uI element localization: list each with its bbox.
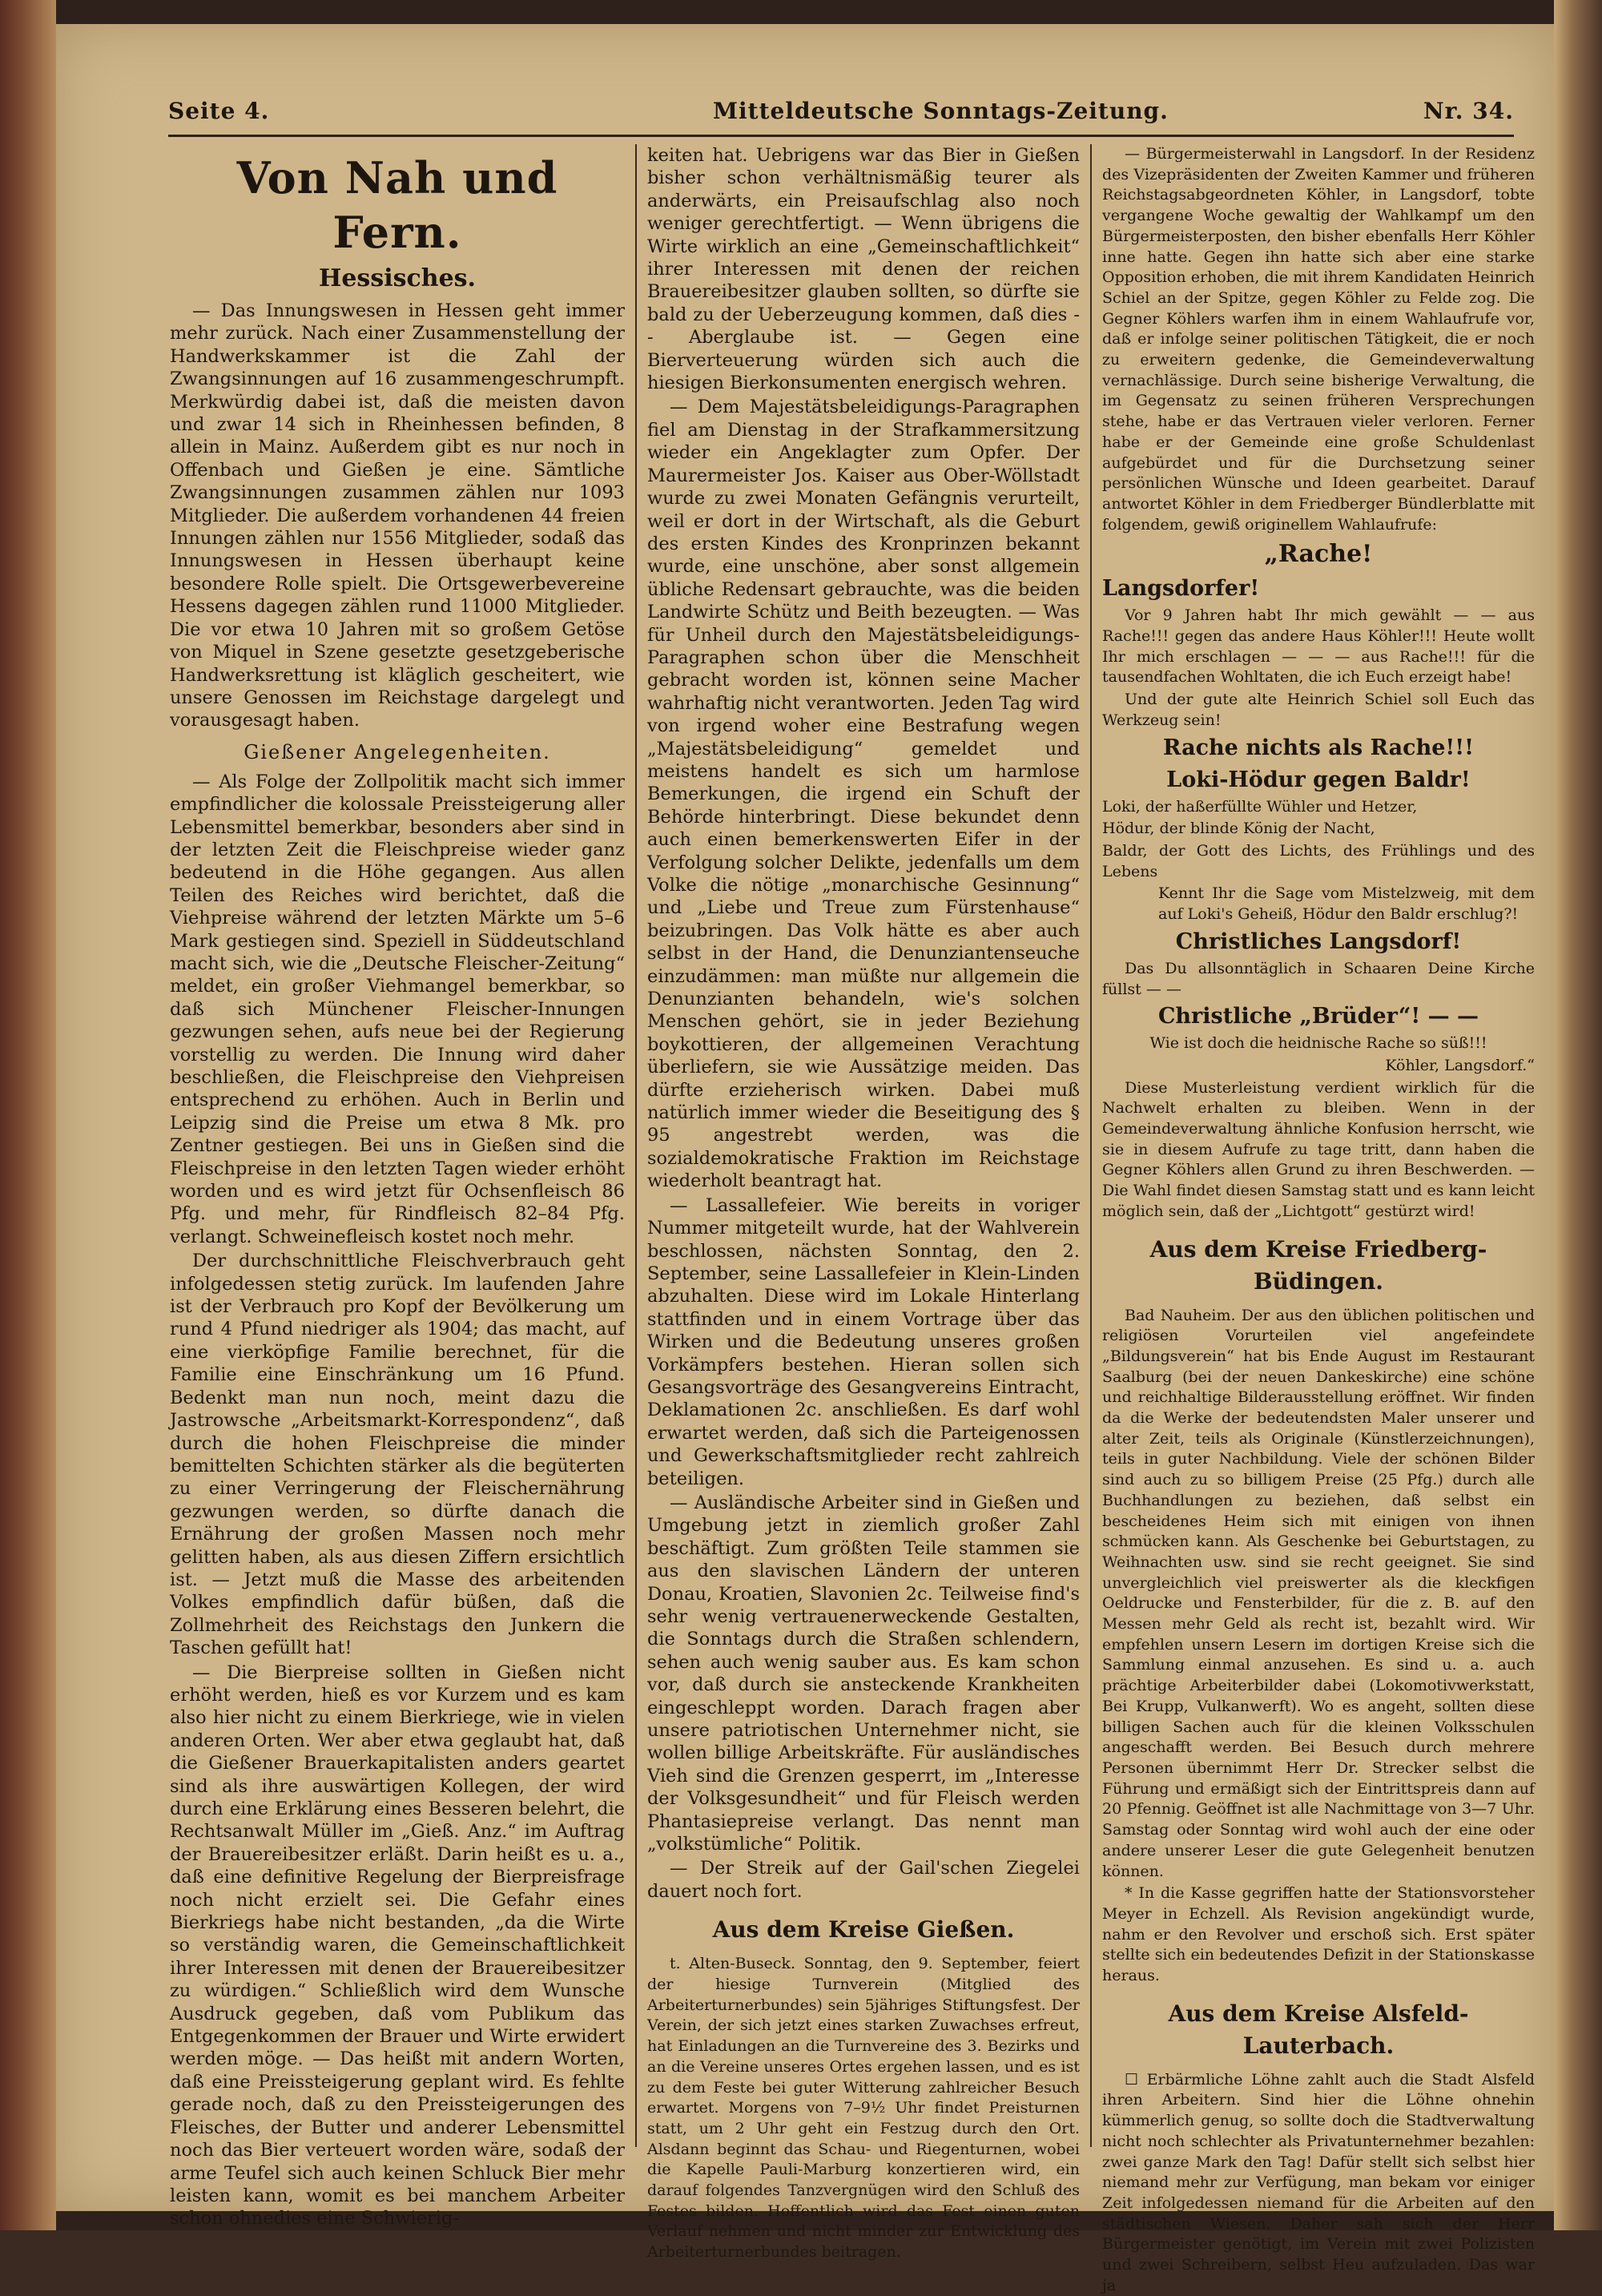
book-binding-left bbox=[0, 0, 56, 2230]
column-divider bbox=[1090, 144, 1092, 2147]
article-paragraph: — Lassallefeier. Wie bereits in voriger Nummer mitgeteilt wurde, hat der Wahlverein beschlossen, nächsten Sonntag, den 2. September, seine Lassallefeier in Klein-Linden abzuhalten. Diese wird im Lokale Hinterlang stattfinden und in einem Vortrage über das Wirken und die Bedeutung unseres großen Vorkämpfers bestehen. Hieran sollen sich Gesangsvorträge des Gesangvereins Eintracht, Deklamationen 2c. anschließen. Es darf wohl erwartet werden, daß sich die Parteigenossen und Gewerkschaftsmitglieder recht zahlreich beteiligen. bbox=[647, 1194, 1080, 1489]
page-header bbox=[168, 98, 1514, 138]
article-paragraph: Diese Musterleistung verdient wirklich für die Nachwelt erhalten zu bleiben. Wenn in der Gemeindeverwaltung ähnliche Konfusion herrscht, wie sie in diesem Aufrufe zu tage tritt, dann haben die Gegner Köhlers allen Grund zu ihren Beschwerden. — Die Wahl findet diesen Samstag statt und es kann leicht möglich sein, daß der „Lichtgott“ gestürzt wird! bbox=[1102, 1078, 1535, 1220]
article-paragraph: Der durchschnittliche Fleischverbrauch geht infolgedessen stetig zurück. Im laufenden Jahre ist der Verbrauch pro Kopf der Bevölkerung um rund 4 Pfund niedriger als 1904; das macht, auf eine vierköpfige Familie berechnet, für die Familie eine Einschränkung um 16 Pfund. Bedenkt man nun noch, meint dazu die Jastrowsche „Arbeitsmarkt-Korrespondenz“, daß durch die hohen Fleischpreise die minder bemittelten Schichten stärker als die begüterten zu einer Verringerung der Fleischernährung gezwungen werden, so dürfte danach die Ernährung der großen Massen noch mehr gelitten haben, als aus diesen Ziffern ersichtlich ist. — Jetzt muß die Masse des arbeitenden Volkes empfindlich dafür büßen, daß die Zollmehrheit des Reichstags den Junkern die Taschen gefüllt hat! bbox=[170, 1251, 625, 1659]
section-heading: Gießener Angelegenheiten. bbox=[244, 740, 551, 763]
article-paragraph: — Der Streik auf der Gail'schen Ziegelei dauert noch fort. bbox=[647, 1858, 1080, 1902]
column-divider bbox=[635, 144, 637, 2147]
election-call-signature: Köhler, Langsdorf.“ bbox=[1385, 1056, 1535, 1074]
issue-number: Nr. 34. bbox=[1423, 98, 1514, 124]
election-call-text: Vor 9 Jahren habt Ihr mich gewählt — — aus Rache!!! gegen das andere Haus Köhler!!! Heute wollt Ihr mich erschlagen — — — aus Rache!!! für die tausendfachen Wohltaten, die ich Euch erzeigt habe! bbox=[1102, 606, 1535, 687]
article-paragraph: ☐ Erbärmliche Löhne zahlt auch die Stadt Alsfeld ihren Arbeitern. Sind hier die Löhne ohnehin kümmerlich genug, so sollte doch die Stadtverwaltung nicht noch schlechter als Privatunternehmer bezahlen: zwei ganze Mark den Tag! Dafür stellt sich selbst hier niemand mehr zur Verfügung, man bekam vor einiger Zeit infolgedessen niemand für die Arbeiten auf den städtischen Wiesen. Daher sah sich der Herr Bürgermeister genötigt, im Verein mit zwei Polizisten und zwei Schreibern, selbst Heu aufzuladen. Das war ja bbox=[1102, 2070, 1535, 2294]
article-paragraph: t. Alten-Buseck. Sonntag, den 9. September, feiert der hiesige Turnverein (Mitglied des Arbeiterturnerbundes) sein 5jähriges Stiftungsfest. Der Verein, der sich jetzt eines starken Zuwachses erfreut, hat Einladungen an die Turnvereine des 3. Bezirks und an die Vereine unseres Ortes ergehen lassen, und es ist zu dem Feste bei guter Witterung zahlreicher Besuch erwartet. Morgens von 7–9½ Uhr findet Preisturnen statt, um 2 Uhr geht ein Festzug durch den Ort. Alsdann beginnt das Schau- und Riegenturnen, wobei die Kapelle Pauli-Marburg konzertieren wird, ein darauf folgendes Tanzvergnügen wird den Schluß des Festes bilden. Hoffentlich wird das Fest einen guten Verlauf nehmen und nicht minder zur Entwicklung des Arbeiterturnerbundes beitragen. bbox=[647, 1955, 1080, 2262]
election-call-heading: „Rache! bbox=[1264, 540, 1373, 569]
page-title: Von Nah und Fern. bbox=[236, 152, 558, 258]
section-heading: Aus dem Kreise Gießen. bbox=[712, 1916, 1015, 1944]
column-1 bbox=[170, 144, 625, 2230]
election-call-slogan: Christliche „Brüder“! — — bbox=[1157, 1004, 1479, 1029]
article-paragraph: — Ausländische Arbeiter sind in Gießen und Umgebung jetzt in ziemlich großer Zahl beschäftigt. Zum größten Teile stammen sie aus den slavischen Ländern der unteren Donau, Kroatien, Slavonien 2c. Teilweise find's sehr wenig vertrauenerweckende Gestalten, die Sonntags durch die Straßen schlendern, sehen auch wenig sauber aus. Es kam schon vor, daß durch sie ansteckende Krankheiten eingeschleppt worden. Darach fragen aber unsere patriotischen Unternehmer nicht, sie wollen billige Arbeitskräfte. Für ausländisches Vieh sind die Grenzen gesperrt, im „Interesse der Volksgesundheit“ und für Fleisch werden Phantasiepreise verlangt. Das nennt man „volkstümliche“ Politik. bbox=[647, 1492, 1080, 1855]
column-3 bbox=[1102, 144, 1535, 2294]
column-2 bbox=[647, 144, 1080, 2262]
book-binding-right bbox=[1554, 0, 1602, 2230]
election-call-text: Baldr, der Gott des Lichts, des Frühlings und des Lebens bbox=[1102, 841, 1535, 880]
election-call-text: Hödur, der blinde König der Nacht, bbox=[1102, 820, 1375, 838]
article-paragraph: — Bürgermeisterwahl in Langsdorf. In der Residenz des Vizepräsidenten der Zweiten Kammer und früheren Reichstagsabgeordneten Köhler, in Langsdorf, tobte vergangene Woche gewaltig der Wahlkampf um den Bürgermeisterposten, den bisher ebenfalls Herr Köhler inne hatte. Gegen ihn hatte sich aber eine starke Opposition erhoben, die mit ihrem Kandidaten Heinrich Schiel an der Spitze, gegen Köhler zu Felde zog. Die Gegner Köhlers warfen ihm in einem Wahlaufrufe vor, daß er infolge seiner politischen Tätigkeit, die er noch zu erweitern gedenke, die Gemeindeverwaltung vernachlässige. Durch seine bisherige Verwaltung, die im Gegensatz zu seinen früheren Versprechungen stehe, habe er das Vertrauen vieler verloren. Ferner habe er der Gemeinde eine große Schuldenlast aufgebürdet und für die Durchsetzung seiner persönlichen Wünsche und Ideen gearbeitet. Darauf antwortet Köhler in dem Friedberger Bündlerblatte mit folgendem, gewiß originellem Wahlaufrufe: bbox=[1102, 145, 1535, 534]
article-paragraph: — Dem Majestätsbeleidigungs-Paragraphen fiel am Dienstag in der Strafkammersitzung wieder ein Angeklagter zum Opfer. Der Maurermeister Jos. Kaiser aus Ober-Wöllstadt wurde zu zwei Monaten Gefängnis verurteilt, weil er dort in der Wirtschaft, als die Geburt des ersten Kindes des Kronprinzen bekannt wurde, eine unschöne, aber sonst allgemein übliche Redensart gebrauchte, was die beiden Landwirte Schütz und Beith bezeugten. — Was für Unheil durch den Majestätsbeleidigungs-Paragraphen schon über die Menschheit gebracht worden ist, können seine Macher wahrhaftig nicht verantworten. Jeden Tag wird von irgend woher eine Bestrafung wegen „Majestätsbeleidigung“ gemeldet und meistens handelt es sich um harmlose Bemerkungen, die irgend ein Schuft der Behörde hinterbringt. Diese bekundet denn auch einen bemerkenswerten Eifer in der Verfolgung solcher Delikte, jedenfalls um dem Volke die nötige „monarchische Gesinnung“ und „Liebe und Treue zum Fürstenhause“ beizubringen. Das Volk hätte es aber auch selbst in der Hand, die Denunziantenseuche einzudämmen: man müßte nur allgemein die Denunzianten behandeln, wie's solchen Menschen gehört, sie in jeder Beziehung boykottieren, der allgemeinen Verachtung überliefern, sie wie Aussätzige meiden. Das dürfte erzieherisch wirken. Dabei muß natürlich immer wieder die Beseitigung des § 95 angestrebt werden, was die sozialdemokratische Fraktion im Reichstage wiederholt beantragt hat. bbox=[647, 397, 1080, 1192]
article-paragraph: keiten hat. Uebrigens war das Bier in Gießen bisher schon verhältnismäßig teurer als anderwärts, ein Preisaufschlag also noch weniger gerechtfertigt. — Wenn übrigens die Wirte wirklich an eine „Gemeinschaftlichkeit“ ihrer Interessen mit denen der reichen Brauereibesitzer glauben sollten, so dürfte sie bald zu der Ueberzeugung kommen, daß dies -- Aberglaube ist. — Gegen eine Bierverteuerung würden sich auch die hiesigen Bierkonsumenten energisch wehren. bbox=[647, 145, 1080, 394]
article-paragraph: * In die Kasse gegriffen hatte der Stationsvorsteher Meyer in Echzell. Als Revision angekündigt wurde, nahm er den Revolver und erschoß sich. Erst später stellte sich ein bedeutendes Defizit in der Stationskasse heraus. bbox=[1102, 1884, 1535, 1985]
page-number: Seite 4. bbox=[168, 98, 270, 124]
election-call-slogan: Christliches Langsdorf! bbox=[1175, 928, 1462, 954]
article-paragraph: — Die Bierpreise sollten in Gießen nicht erhöht werden, hieß es vor Kurzem und es kam also hier nicht zu einem Bierkriege, wie in vielen anderen Orten. Wer aber etwa geglaubt hat, daß die Gießener Brauerkapitalisten anders geartet sind als ihre auswärtigen Kollegen, der wird durch eine Erklärung eines Besseren belehrt, die Rechtsanwalt Müller im „Gieß. Anz.“ im Auftrag der Brauereibesitzer erläßt. Darin heißt es u. a., daß eine definitive Regelung der Bierpreisfrage noch nicht erzielt sei. Die Gefahr eines Bierkriegs habe nicht bestanden, „da die Wirte so verständig waren, die Gemeinschaftlichkeit ihrer Interessen mit denen der Brauereibesitzer zu würdigen.“ Schließlich wird dem Wunsche Ausdruck gegeben, daß vom Publikum das Entgegenkommen der Brauer und Wirte erwidert werden möge. — Das heißt mit andern Worten, daß eine Preissteigerung geplant wird. Es fehlte gerade noch, daß zu den Preissteigerungen des Fleisches, der Butter und anderer Lebensmittel noch das Bier verteuert worden wäre, sodaß der arme Teufel sich auch keinen Schluck Bier mehr leisten kann, womit es bei manchem Arbeiter schon ohnedies eine Schwierig- bbox=[170, 1662, 625, 2230]
election-call-address: Langsdorfer! bbox=[1102, 576, 1260, 602]
election-call-text: Wie ist doch die heidnische Rache so süß!!! bbox=[1149, 1034, 1487, 1053]
article-paragraph: — Das Innungswesen in Hessen geht immer mehr zurück. Nach einer Zusammenstellung der Handwerkskammer ist die Zahl der Zwangsinnungen auf 16 zusammengeschrumpft. Merkwürdig dabei ist, daß die meisten davon und zwar 14 sich in Rheinhessen befinden, 8 allein in Mainz. Außerdem gibt es nur noch in Offenbach und Gießen je eine. Sämtliche Zwangsinnungen zusammen zählen nur 1093 Mitglieder. Die außerdem vorhandenen 44 freien Innungen zählen nur 1556 Mitglieder, sodaß das Innungswesen in Hessen überhaupt keine besondere Rolle spielt. Die Ortsgewerbevereine Hessens dagegen zählen rund 11000 Mitglieder. Die vor etwa 10 Jahren mit so großem Getöse von Miquel in Szene gesetzte gesetzgeberische Handwerksrettung ist kläglich gescheitert, wie unsere Genossen im Reichstage dargelegt und vorausgesagt haben. bbox=[170, 300, 625, 731]
section-heading: Aus dem Kreise Friedberg-Büdingen. bbox=[1149, 1235, 1487, 1295]
article-paragraph: Bad Nauheim. Der aus den üblichen politischen und religiösen Vorurteilen viel angefeindete „Bildungsverein“ hat bis Ende August im Restaurant Saalburg (bei der neuen Dankeskirche) eine schöne und reichhaltige Bilderausstellung eröffnet. Wir finden da die Werke der bedeutendsten Maler unserer und alter Zeit, teils als Originale (Künstlerzeichnungen), teils in guter Nachbildung. Viele der schönen Bilder sind auch zu so billigem Preise (25 Pfg.) durch alle Buchhandlungen zu beziehen, daß selbst ein bescheidenes Heim sich mit einigen von ihnen schmücken kann. Als Geschenke bei Geburtstagen, zu Weihnachten usw. sind sie recht geeignet. Sie sind unvergleichlich viel preiswerter als die kleckfigen Oeldrucke und Fensterbilder, für die z. B. auf den Messen mehr Geld als recht ist, bezahlt wird. Wir empfehlen unsern Lesern im dortigen Kreise sich die Sammlung einmal anzusehen. Es sind u. a. auch prächtige Arbeiterbilder dabei (Lokomotivwerkstatt, Bei Krupp, Vulkanwerft). Wo es angeht, sollten diese billigen Sachen auch für die kleinen Volksschulen angeschafft werden. Bei Besuch durch mehrere Personen übernimmt Herr Dr. Strecker selbst die Führung und ermäßigt sich der Eintrittspreis dann auf 20 Pfennig. Geöffnet ist alle Nachmittage von 3—7 Uhr. Samstag oder Sonntag wird wohl auch der eine oder andere unserer Leser die gute Gelegenheit benutzen können. bbox=[1102, 1306, 1535, 1880]
election-call-text: Loki, der haßerfüllte Wühler und Hetzer, bbox=[1102, 797, 1418, 816]
header-rule bbox=[168, 135, 1514, 137]
newspaper-name: Mitteldeutsche Sonntags-Zeitung. bbox=[713, 98, 1169, 124]
election-call-text: Und der gute alte Heinrich Schiel soll Euch das Werkzeug sein! bbox=[1102, 691, 1535, 729]
section-heading: Hessisches. bbox=[319, 264, 476, 292]
election-call-slogan: Rache nichts als Rache!!! bbox=[1163, 735, 1474, 760]
section-heading: Aus dem Kreise Alsfeld-Lauterbach. bbox=[1168, 2000, 1469, 2059]
election-call-text: Kennt Ihr die Sage vom Mistelzweig, mit dem auf Loki's Geheiß, Hödur den Baldr erschlug?! bbox=[1158, 884, 1535, 924]
article-paragraph: — Als Folge der Zollpolitik macht sich immer empfindlicher die kolossale Preissteigerung aller Lebensmittel bemerkbar, besonders aber sind in der letzten Zeit die Fleischpreise wieder ganz bedeutend in die Höhe gegangen. Aus allen Teilen des Reiches wird berichtet, daß die Viehpreise während der letzten Märkte um 5–6 Mark gestiegen sind. Speziell in Süddeutschland macht sich, wie die „Deutsche Fleischer-Zeitung“ meldet, ein großer Viehmangel bemerkbar, so daß sich Münchener Fleischer-Innungen gezwungen sehen, aufs neue bei der Regierung vorstellig zu werden. Die Innung wird daher beschließen, die Fleischpreise den Viehpreisen entsprechend zu erhöhen. Auch in Berlin und Leipzig sind die Preise um etwa 8 Mk. pro Zentner gestiegen. Bei uns in Gießen sind die Fleischpreise in den letzten Tagen wieder erhöht worden und es wird jetzt für Ochsenfleisch 86 Pfg. und mehr, für Rindfleisch 82–84 Pfg. verlangt. Schweinefleisch kostet noch mehr. bbox=[170, 771, 625, 1247]
election-call-text: Das Du allsonntäglich in Schaaren Deine Kirche füllst — — bbox=[1102, 959, 1535, 998]
election-call-slogan: Loki-Hödur gegen Baldr! bbox=[1166, 767, 1471, 792]
